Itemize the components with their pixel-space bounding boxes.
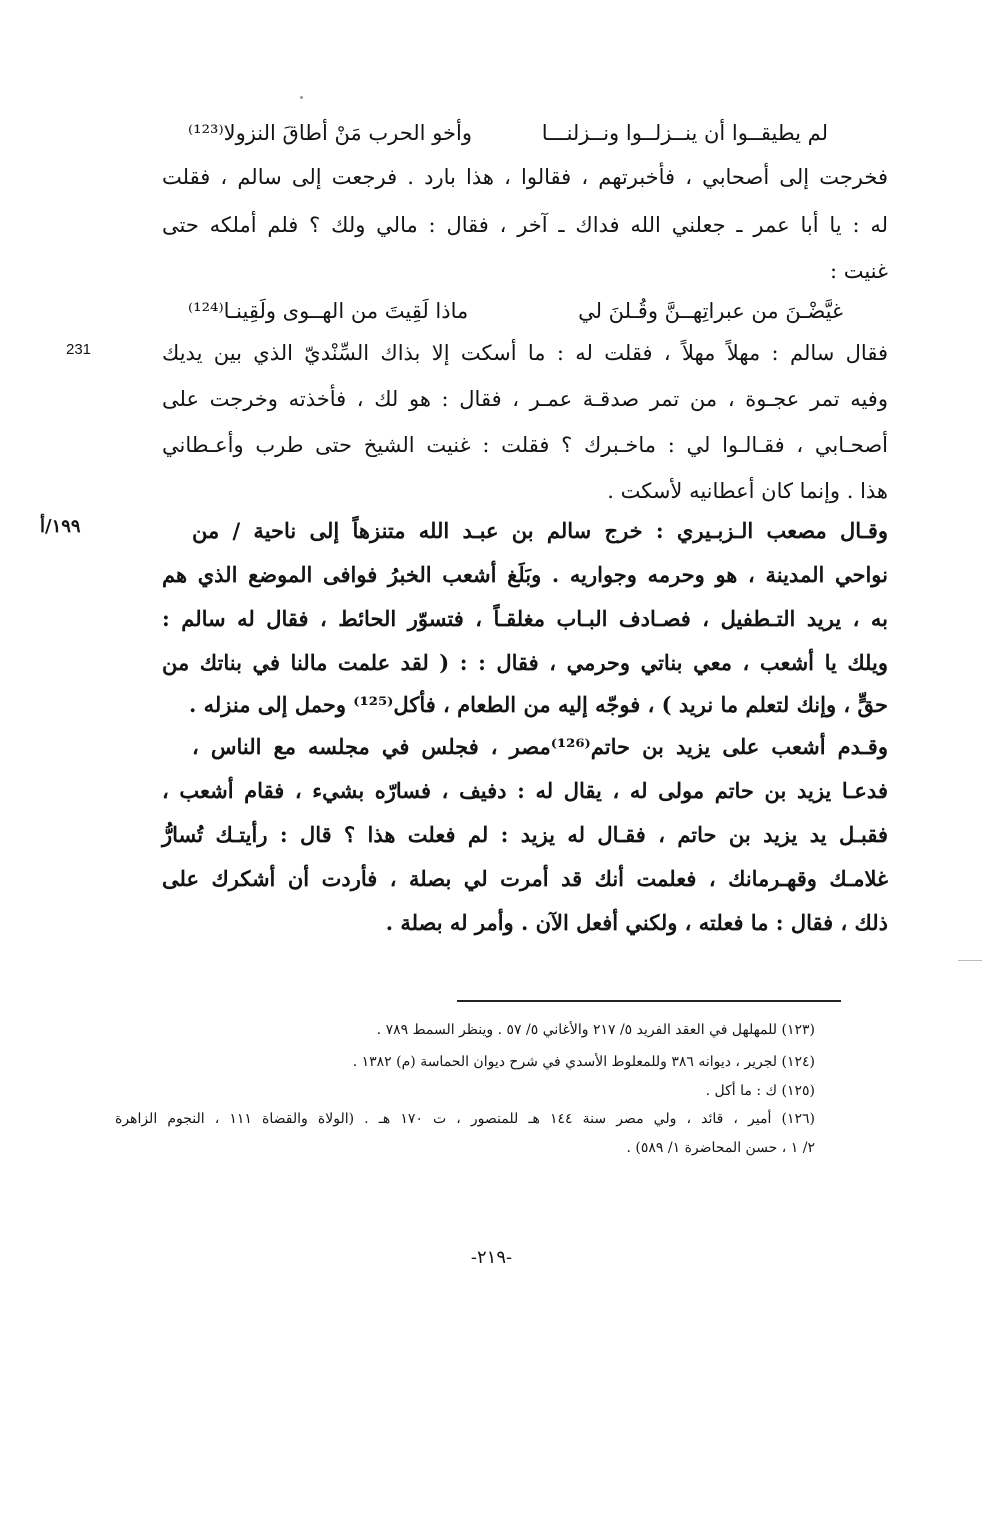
verse1-first-hemistich: لم يطيقــوا أن ينــزلــوا ونــزلنـــا xyxy=(541,121,828,145)
para2-line-1: فقال سالم : مهلاً مهلاً ، فقلت له : ما أسكت إلا بذاك السِّنْديّ الذي بين يديك xyxy=(162,341,888,365)
para4-line-4: غلامـك وقهـرمانك ، فعلمت أنك قد أمرت لي بصلة ، فأردت أن أشكرك على xyxy=(162,866,888,891)
footnote-126-continued: ٢/ ١ ، حسن المحاضرة ١/ ٥٨٩) . xyxy=(626,1140,815,1156)
verse2-first-hemistich: غيَّضْـنَ من عبراتِهــنَّ وقُـلنَ لي xyxy=(578,299,843,323)
para1-line-1: فخرجت إلى أصحابي ، فأخبرتهم ، فقالوا ، هذا بارد . فرجعت إلى سالم ، فقلت xyxy=(162,165,888,189)
verse1-second-hemistich: وأخو الحرب مَنْ أطاقَ النزولا⁽¹²³⁾ xyxy=(188,121,472,145)
scan-speck xyxy=(300,96,303,99)
para3-line-2: نواحي المدينة ، هو وحرمه وجواريه . وبَلَغ أشعب الخبرُ فوافى الموضع الذي هم xyxy=(162,562,888,587)
source-page-marker: 231 xyxy=(66,341,92,358)
para3-line-1: وقـال مصعب الـزبـيري : خرج سالم بن عبـد الله متنزهاً إلى ناحية / من xyxy=(192,518,888,543)
scan-edge-mark xyxy=(958,960,982,961)
para3-line-4: ويلك يا أشعب ، معي بناتي وحرمي ، فقال : : ( لقد علمت مالنا في بناتك من xyxy=(162,650,888,675)
para4-line-1: وقـدم أشعب على يزيد بن حاتم⁽¹²⁶⁾مصر ، فجلس في مجلسه مع الناس ، xyxy=(192,734,888,759)
para3-line-3: به ، يريد التـطفيل ، فصـادف البـاب مغلقـاً ، فتسوّر الحائط ، فقال له سالم : xyxy=(162,606,889,631)
para2-line-3: أصحـابي ، فقـالـوا لي : ماخـبرك ؟ فقلت : غنيت الشيخ حتى طرب وأعـطاني xyxy=(162,433,888,457)
para4-line-5: ذلك ، فقال : ما فعلته ، ولكني أفعل الآن . وأمر له بصلة . xyxy=(385,910,888,935)
footnote-125: (١٢٥) ك : ما أكل . xyxy=(705,1083,815,1099)
para4-line-3: فقبـل يد يزيد بن حاتم ، فقـال له يزيد : لم فعلت هذا ؟ قال : رأيتـك تُسارُّ xyxy=(162,822,888,847)
footnote-124: (١٢٤) لجرير ، ديوانه ٣٨٦ وللمعلوط الأسدي في شرح ديوان الحماسة (م) ١٣٨٢ . xyxy=(352,1054,815,1070)
para1-line-3: غنيت : xyxy=(829,259,888,283)
para2-line-4: هذا . وإنما كان أعطانيه لأسكت . xyxy=(607,479,888,503)
page-number: -٢١٩- xyxy=(470,1247,513,1268)
footnote-separator xyxy=(457,1000,841,1002)
para2-line-2: وفيه تمر عجـوة ، من تمر صدقـة عمـر ، فقال : هو لك ، فأخذته وخرجت على xyxy=(162,387,888,411)
footnote-126: (١٢٦) أمير ، قائد ، ولي مصر سنة ١٤٤ هـ للمنصور ، ت ١٧٠ هـ . (الولاة والقضاة ١١١ ، النجوم الزاهرة xyxy=(115,1111,815,1127)
para3-line-5: حقٍّ ، وإنك لتعلم ما نريد ) ، فوجّه إليه من الطعام ، فأكل⁽¹²⁵⁾ وحمل إلى منزله . xyxy=(189,692,888,717)
manuscript-folio-marker: ١٩٩/أ xyxy=(40,516,81,537)
para4-line-2: فدعـا يزيد بن حاتم مولى له ، يقال له : دفيف ، فسارّه بشيء ، فقام أشعب ، xyxy=(162,778,888,803)
para1-line-2: له : يا أبا عمر ـ جعلني الله فداك ـ آخر ، فقال : مالي ولك ؟ فلم أملكه حتى xyxy=(162,213,888,237)
verse2-second-hemistich: ماذا لَقِيتَ من الهــوى ولَقِينـا⁽¹²⁴⁾ xyxy=(188,299,469,323)
footnote-123: (١٢٣) للمهلهل في العقد الفريد ٥/ ٢١٧ والأغاني ٥/ ٥٧ . وينظر السمط ٧٨٩ . xyxy=(376,1022,815,1038)
